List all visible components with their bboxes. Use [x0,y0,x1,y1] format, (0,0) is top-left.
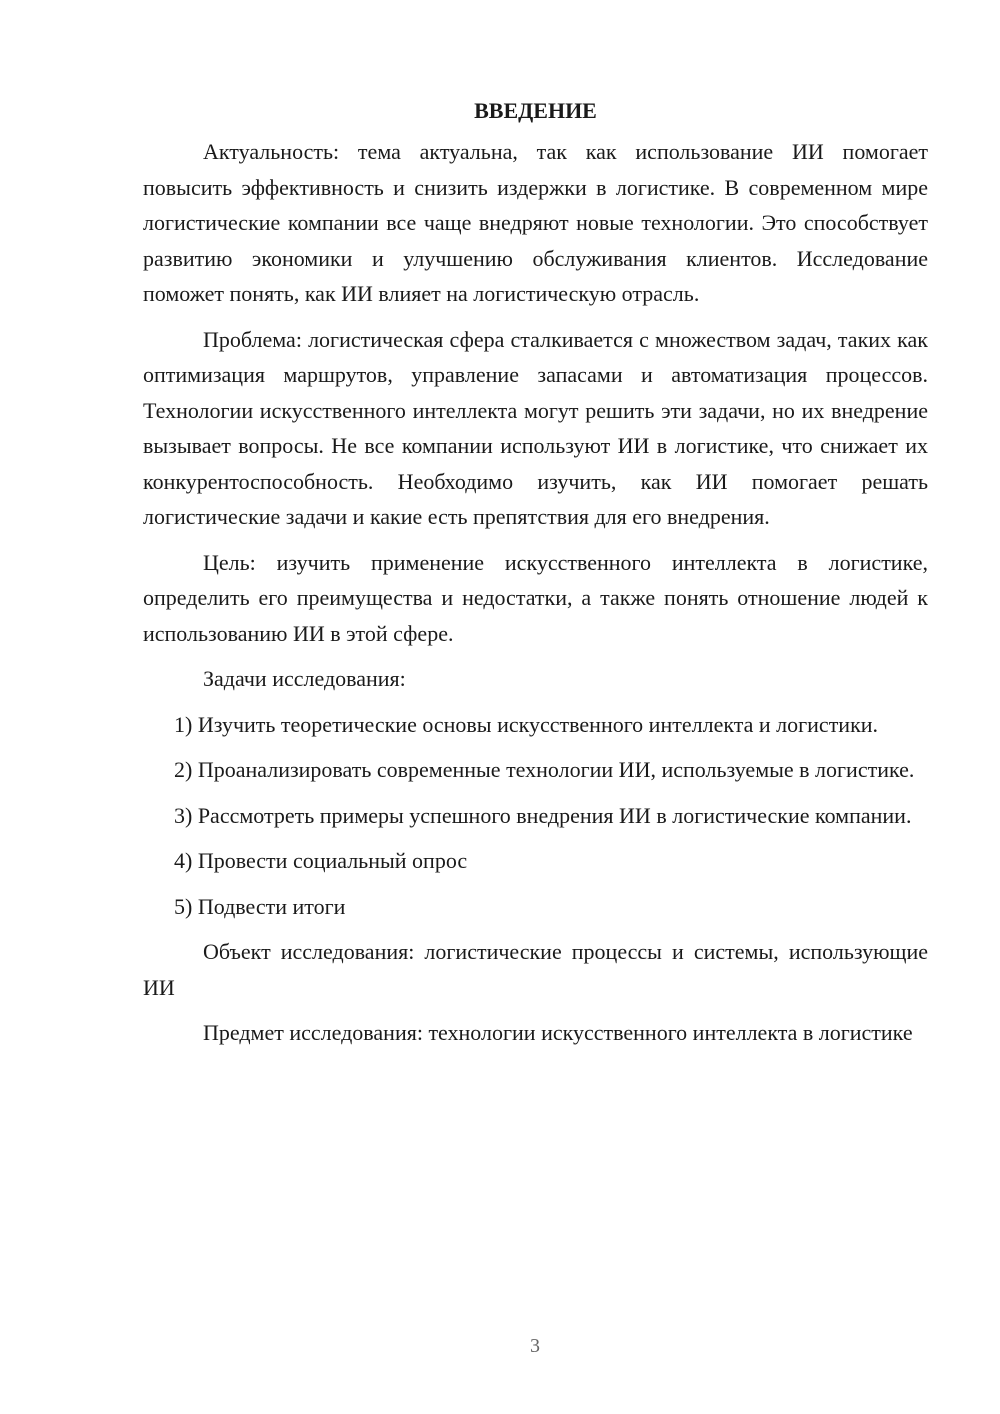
paragraph-object: Объект исследования: логистические процессы и системы, использующие ИИ [143,939,928,1000]
task-list-item-4: 4) Провести социальный опрос [174,848,468,873]
task-list-item-3: 3) Рассмотреть примеры успешного внедрения ИИ в логистические компании. [174,802,912,828]
task-list-item-5: 5) Подвести итоги [174,893,346,919]
paragraph-subject: Предмет исследования: технологии искусственного интеллекта в логистике [203,1020,913,1045]
task-list-item-1: 1) Изучить теоретические основы искусственного интеллекта и логистики. [174,711,879,737]
tasks-heading: Задачи исследования: [203,666,406,691]
paragraph-problem: Проблема: логистическая сфера сталкивается с множеством задач, таких как оптимизация маршрутов, управление запасами и автоматизация процессов. Технологии искусственного интеллекта могут решить эти задачи, но их внедрение вызывает вопросы. Не все компании используют ИИ в логистике, что снижает их конкурентоспособность. Необходимо изучить, как ИИ помогает решать логистические задачи и какие есть препятствия для его внедрения. [143,326,928,529]
page-number: 3 [530,1335,540,1357]
section-title: ВВЕДЕНИЕ [474,98,597,123]
page-content [143,96,928,1051]
paragraph-goal: Цель: изучить применение искусственного интеллекта в логистике, определить его преимущества и недостатки, а также понять отношение людей к использованию ИИ в этой сфере. [143,549,928,646]
paragraph-relevance: Актуальность: тема актуальна, так как использование ИИ помогает повысить эффективность и снизить издержки в логистике. В современном мире логистические компании все чаще внедряют новые технологии. Это способствует развитию экономики и улучшению обслуживания клиентов. Исследование поможет понять, как ИИ влияет на логистическую отрасль. [143,139,928,306]
task-list-item-2: 2) Проанализировать современные технологии ИИ, используемые в логистике. [174,757,915,782]
